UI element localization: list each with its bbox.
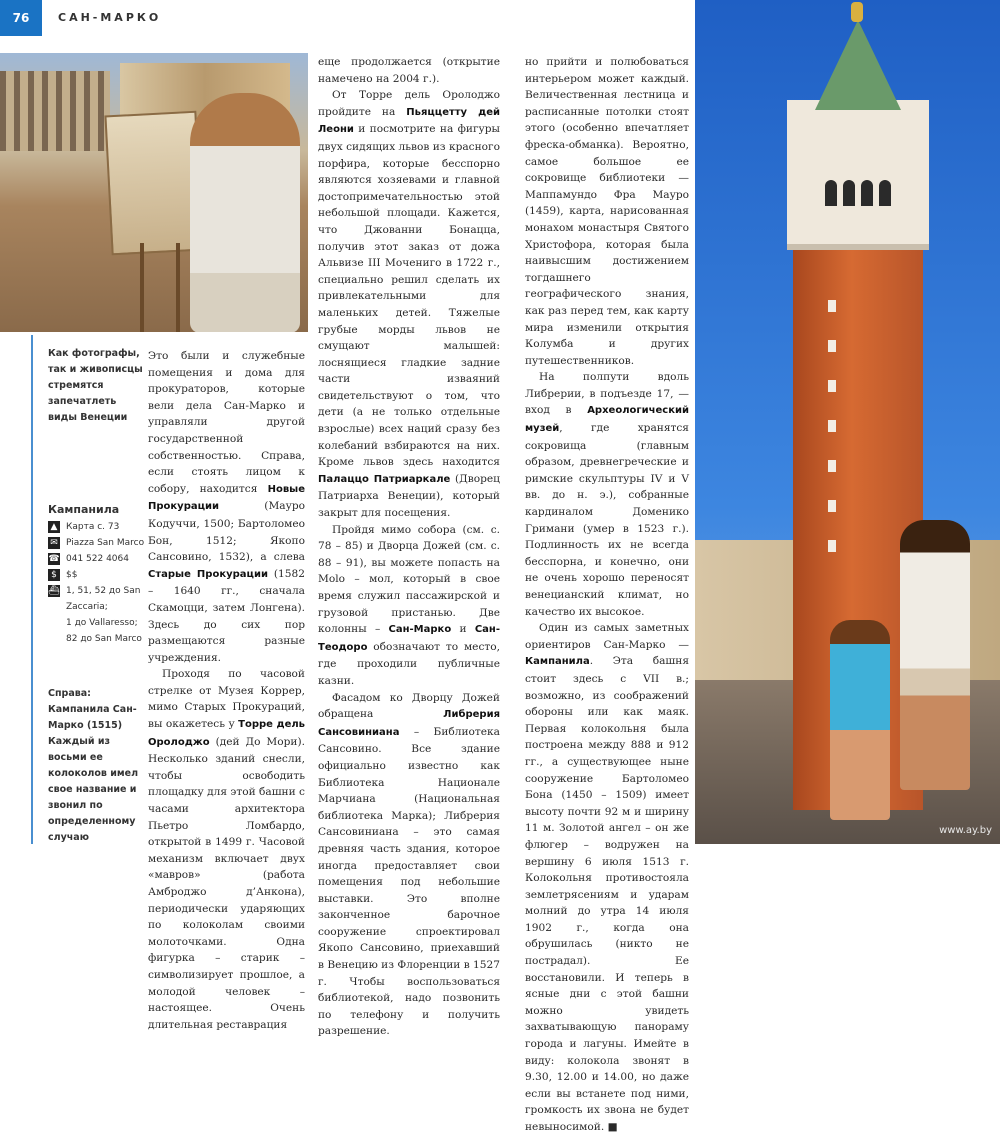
text-run: На полпути вдоль Либрерии, в подъезде 17, — вход в	[525, 371, 689, 417]
boat-icon: ⛴	[48, 586, 60, 596]
text-column-2	[318, 54, 500, 1040]
paragraph	[525, 369, 689, 620]
bold-term: Сан-Марко	[388, 624, 452, 636]
painter-figure	[190, 93, 300, 332]
text-column-1	[148, 348, 305, 1033]
running-title: САН-МАРКО	[58, 11, 162, 24]
text-run: От Торре дель Оролоджо пройдите на	[318, 89, 500, 118]
page-number: 76	[0, 0, 42, 36]
paragraph	[525, 620, 689, 1135]
paragraph	[148, 666, 305, 1033]
text-run: – Библиотека Сансовино. Все здание официально известно как Библиотека Национале Марчиана (Национальная библиотека Марка); Либрерия Сансовиниана – это самая древняя часть здания, которое иногда предоставляет свои помещения под небольшие выставки. Это вполне законченное барочное сооружение спроектировал Якопо Сансовино, приехавший в Венецию из Флоренции в 1527 г. Чтобы воспользоваться библиотекой, надо позвонить по телефону и получить разрешение.	[318, 725, 500, 1038]
photo-campanile	[695, 0, 1000, 844]
envelope-icon: ✉	[48, 537, 60, 549]
text-run: и	[451, 623, 475, 636]
procuratie-arcade	[0, 71, 110, 151]
bold-term: Новые Прокурации	[148, 483, 305, 513]
text-run: но прийти и полюбоваться интерьером может каждый. Величественная лестница и расписанные потолки стоят этого (особенно впечатляет фреска-обманка). Вероятно, самое большое ее сокровище библиотеки — Маппамундо Фра Мауро (1459), карта, нарисованная монахом монастыря Святого Христофора, которая была наивысшим достижением тогдашнего географического знания, как раз перед тем, как карту мира изменили открытия Колумба и других путешественников.	[525, 56, 689, 367]
margin-rule	[31, 335, 33, 844]
text-run: (Мауро Кодуччи, 1500; Бартоломео Бон, 1512; Якопо Сансовино, 1532), а слева	[148, 500, 305, 564]
info-title: Кампанила	[48, 503, 120, 516]
paragraph	[318, 690, 500, 1040]
info-transport: Zaccaria;	[66, 602, 108, 612]
photo-caption-left: Как фотографы, так и живописцы стремятся запечатлеть виды Венеции	[48, 348, 143, 423]
bold-term: Либрерия Сансовиниана	[318, 709, 500, 738]
girl-figure	[830, 620, 890, 820]
map-icon: ▲	[48, 521, 60, 533]
bold-term: Палаццо Патриаркале	[318, 473, 451, 485]
golden-angel	[851, 2, 863, 22]
bold-term: Сан-Теодоро	[318, 624, 500, 653]
text-run: , где хранятся сокровища (главным образом, древнегреческие и римские скульптуры IV и V вв. до н. э.), собранные кардиналом Доменико Гримани (умер в 1523 г.). Подлинность их не всегда бесспорна, и конечно, они не очень хорошо переносят венецианский климат, но качество их высокое.	[525, 422, 689, 618]
paragraph	[525, 54, 689, 369]
paragraph	[148, 348, 305, 666]
text-run: обозначают то место, где проходили публичные казни.	[318, 640, 500, 687]
text-run: Один из самых заметных ориентиров Сан-Марко —	[525, 622, 689, 651]
phone-icon: ☎	[48, 554, 60, 564]
photo-caption-right	[48, 686, 148, 846]
woman-figure	[900, 520, 970, 790]
paragraph	[318, 522, 500, 690]
text-run: Фасадом ко Дворцу Дожей обращена	[318, 691, 500, 721]
campanile-spire	[815, 20, 901, 110]
text-run: . Эта башня стоит здесь с VII в.; возможно, из соображений обороны или как маяк. Первая колокольня была построена между 888 и 912 гг., а существующее ныне сооружение Бартоломео Бона (1450 – 1509) имеет высоту почти 92 м и ширину 11 м. Золотой ангел – он же флюгер – водружен на вершину 6 июля 1513 г. Колокольня противостояла землетрясениям и ударам молний до утра 14 июля 1902 г., когда она обрушилась (никто не пострадал). Ее восстановили. И теперь в ясные дни с этой башни можно увидеть захватывающую панораму города и лагуны. Имейте в виду: колокола звонят в 9.30, 12.00 и 14.00, но даже если вы встанете под ними, громкость их звона не будет невыносимой. ■	[525, 655, 689, 1133]
campanile-info-box	[48, 503, 148, 647]
info-phone: 041 522 4064	[66, 554, 129, 564]
info-address: Piazza San Marco	[66, 538, 145, 548]
paragraph	[318, 54, 500, 87]
text-run: еще продолжается (открытие намечено на 2004 г.).	[318, 56, 500, 85]
dollar-icon: $	[48, 569, 60, 581]
caption-title: Справа: Кампанила Сан-Марко (1515)	[48, 688, 137, 731]
bold-term: Старые Прокурации	[148, 568, 268, 580]
info-transport: 1 до Vallaresso;	[66, 618, 138, 628]
easel	[140, 243, 180, 332]
painting-canvas	[104, 111, 203, 256]
text-run: (дей До Мори). Несколько зданий снесли, чтобы освободить площадку для этой башни с часами архитектора Пьетро Ломбардо, открытой в 1499 г. Часовой механизм включает двух «мавров» (работа Амброджо д’Анкона), периодически ударяющих по колоколам своими молоточками. Одна фигурка – старик – символизирует прошлое, а молодой человек – настоящее. Очень длительная реставрация	[148, 735, 305, 1031]
campanile-belfry	[787, 100, 929, 250]
caption-text: Каждый из восьми ее колоколов имел свое название и звонил по определенному случаю	[48, 736, 139, 843]
info-transport: 1, 51, 52 до San	[66, 586, 141, 596]
text-run: Проходя по часовой стрелке от Музея Коррер, мимо Старых Прокураций, вы окажетесь у	[148, 668, 305, 731]
info-map: Карта с. 73	[66, 522, 120, 532]
bold-term: Археологический музей	[525, 405, 689, 435]
bold-term: Торре дель Оролоджо	[148, 719, 305, 748]
photo-painter-piazza	[0, 53, 308, 332]
info-price: $$	[66, 570, 78, 580]
info-transport: 82 до San Marco	[66, 634, 142, 644]
text-run: Это были и служебные помещения и дома для прокураторов, которые вели дела Сан-Марко и управляли другой государственной собственностью. Справа, если стоять лицом к собору, находится	[148, 350, 305, 495]
text-run: (Дворец Патриарха Венеции), который закрыт для посещения.	[318, 472, 500, 520]
watermark: www.ay.by	[939, 825, 992, 836]
text-column-3	[525, 54, 689, 1136]
text-run: Пройдя мимо собора (см. с. 78 – 85) и Дворца Дожей (см. с. 88 – 91), вы можете попасть на Molo – мол, который в свое время служил пассажирской и грузовой пристанью. Две колонны –	[318, 523, 500, 636]
bold-term: Кампанила	[525, 656, 590, 668]
text-run: (1582 – 1640 гг., сначала Скамоцци, затем Лонгена). Здесь до сих пор размещаются разные учреждения.	[148, 567, 305, 664]
text-run: и посмотрите на фигуры двух сидящих львов из красного порфира, которые бесспорно являются хозяевами и главной достопримечательностью этой небольшой площади. Кажется, что Джованни Бонацца, получив этот заказ от дожа Альвизе III Мочениго в 1722 г., специально решил сделать их привлекательными для маленьких детей. Тяжелые грубые морды львов не смущают малышей: лоснящиеся гладкие задние части изваяний свидетельствуют о том, что дети (а не только отдельные взрослые) всех наций сразу без колебаний взбираются на них. Кроме львов здесь находится	[318, 123, 500, 469]
bold-term: Пьяццетту дей Леони	[318, 106, 500, 136]
paragraph	[318, 87, 500, 521]
